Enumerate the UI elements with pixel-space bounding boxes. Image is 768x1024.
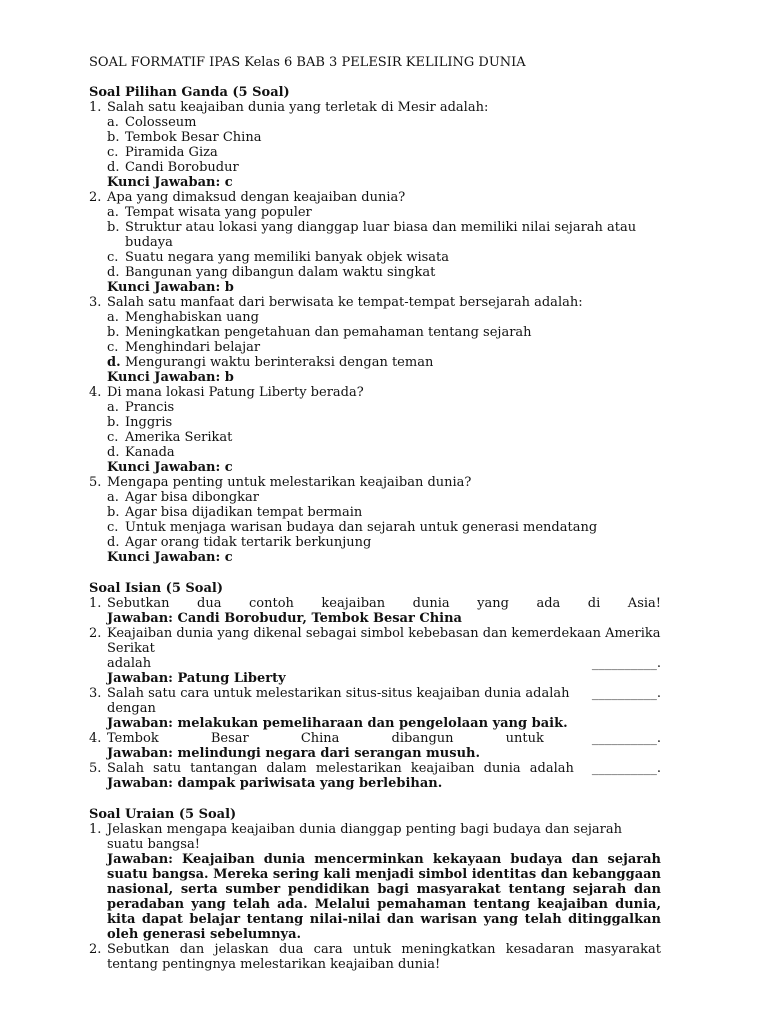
question-number: 3. [89, 295, 102, 310]
answer-option: b. Struktur atau lokasi yang dianggap luar biasa dan memiliki nilai sejarah atau budaya [107, 220, 637, 250]
question-text: Mengapa penting untuk melestarikan keajaiban dunia? [107, 475, 472, 490]
answer-option: a. Colosseum [107, 115, 197, 130]
answer-option: a. Agar bisa dibongkar [107, 490, 260, 505]
fill-in-section [89, 581, 661, 791]
answer-option: d. Mengurangi waktu berinteraksi dengan teman [107, 355, 434, 370]
question-number: 3. [89, 686, 102, 701]
answer-key: Kunci Jawaban: c [107, 175, 233, 190]
answer-option: c. Untuk menjaga warisan budaya dan sejarah untuk generasi mendatang [107, 520, 598, 535]
question-item [89, 626, 661, 686]
question-item [89, 686, 661, 731]
answer-option: a. Menghabiskan uang [107, 310, 259, 325]
question-number: 2. [89, 626, 102, 641]
essay-section [89, 807, 661, 972]
answer-option: b. Agar bisa dijadikan tempat bermain [107, 505, 363, 520]
question-number: 1. [89, 822, 102, 837]
answer-option: c. Amerika Serikat [107, 430, 233, 445]
question-text-continued: adalah [107, 656, 152, 671]
question-text: Sebutkan dan jelaskan dua cara untuk meningkatkan kesadaran masyarakat tentang pentingnya melestarikan keajaiban dunia! [107, 942, 661, 972]
answer-text: Jawaban: Candi Borobudur, Tembok Besar China [107, 611, 462, 626]
answer-key: Kunci Jawaban: b [107, 280, 234, 295]
question-item [89, 942, 661, 972]
answer-option: d. Kanada [107, 445, 175, 460]
question-item [89, 822, 661, 942]
question-number: 1. [89, 596, 102, 611]
answer-option: c. Suatu negara yang memiliki banyak objek wisata [107, 250, 450, 265]
answer-key: Kunci Jawaban: c [107, 550, 233, 565]
question-item [89, 190, 661, 295]
question-item [89, 100, 661, 190]
section-heading-isian: Soal Isian (5 Soal) [89, 581, 223, 596]
answer-key: Kunci Jawaban: c [107, 460, 233, 475]
question-text: Salah satu manfaat dari berwisata ke tempat-tempat bersejarah adalah: [107, 295, 583, 310]
question-number: 4. [89, 385, 102, 400]
question-number: 4. [89, 731, 102, 746]
document-title: SOAL FORMATIF IPAS Kelas 6 BAB 3 PELESIR KELILING DUNIA [89, 55, 526, 70]
question-text: Di mana lokasi Patung Liberty berada? [107, 385, 364, 400]
question-text: Salah satu tantangan dalam melestarikan keajaiban dunia adalah [107, 761, 574, 776]
answer-text: Jawaban: dampak pariwisata yang berlebihan. [107, 776, 443, 791]
question-text: Jelaskan mengapa keajaiban dunia dianggap penting bagi budaya dan sejarah suatu bangsa! [107, 822, 623, 852]
question-number: 5. [89, 475, 102, 490]
answer-option: c. Piramida Giza [107, 145, 218, 160]
answer-text: Jawaban: melakukan pemeliharaan dan pengelolaan yang baik. [107, 716, 568, 731]
question-text: Tembok Besar China dibangun untuk [107, 731, 544, 746]
answer-option: a. Prancis [107, 400, 175, 415]
question-item [89, 295, 661, 385]
answer-blank: __________. [591, 686, 661, 701]
answer-option: a. Tempat wisata yang populer [107, 205, 312, 220]
question-text: Salah satu keajaiban dunia yang terletak di Mesir adalah: [107, 100, 489, 115]
answer-blank: __________. [591, 656, 661, 671]
answer-blank: __________. [591, 731, 661, 746]
answer-option: c. Menghindari belajar [107, 340, 261, 355]
question-item [89, 731, 661, 761]
answer-text: Jawaban: melindungi negara dari serangan musuh. [107, 746, 481, 761]
answer-option: d. Bangunan yang dibangun dalam waktu singkat [107, 265, 436, 280]
question-number: 2. [89, 942, 102, 957]
answer-option: b. Inggris [107, 415, 173, 430]
section-heading-pilihan-ganda: Soal Pilihan Ganda (5 Soal) [89, 85, 290, 100]
question-item [89, 475, 661, 565]
question-number: 2. [89, 190, 102, 205]
question-text: Sebutkan dua contoh keajaiban dunia yang ada di Asia! [107, 596, 661, 611]
multiple-choice-section [89, 85, 661, 565]
answer-option: b. Tembok Besar China [107, 130, 262, 145]
question-number: 5. [89, 761, 102, 776]
question-item [89, 596, 661, 626]
question-text: Apa yang dimaksud dengan keajaiban dunia? [107, 190, 406, 205]
answer-blank: __________. [591, 761, 661, 776]
section-heading-uraian: Soal Uraian (5 Soal) [89, 807, 237, 822]
question-text: Salah satu cara untuk melestarikan situs-situs keajaiban dunia adalah dengan [107, 686, 570, 716]
answer-option: d. Candi Borobudur [107, 160, 239, 175]
question-number: 1. [89, 100, 102, 115]
question-item [89, 761, 661, 791]
answer-option: b. Meningkatkan pengetahuan dan pemahaman tentang sejarah [107, 325, 532, 340]
question-text: Keajaiban dunia yang dikenal sebagai simbol kebebasan dan kemerdekaan Amerika Serikat [107, 626, 661, 656]
answer-text: Jawaban: Patung Liberty [107, 671, 286, 686]
question-item [89, 385, 661, 475]
answer-text: Jawaban: Keajaiban dunia mencerminkan kekayaan budaya dan sejarah suatu bangsa. Mereka sering kali menjadi simbol identitas dan kebanggaan nasional, serta sumber pendidikan bagi masyarakat tentang sejarah dan peradaban yang telah ada. Melalui pemahaman tentang keajaiban dunia, kita dapat belajar tentang nilai-nilai dan warisan yang telah ditinggalkan oleh generasi sebelumnya. [107, 852, 661, 942]
answer-key: Kunci Jawaban: b [107, 370, 234, 385]
answer-option: d. Agar orang tidak tertarik berkunjung [107, 535, 372, 550]
